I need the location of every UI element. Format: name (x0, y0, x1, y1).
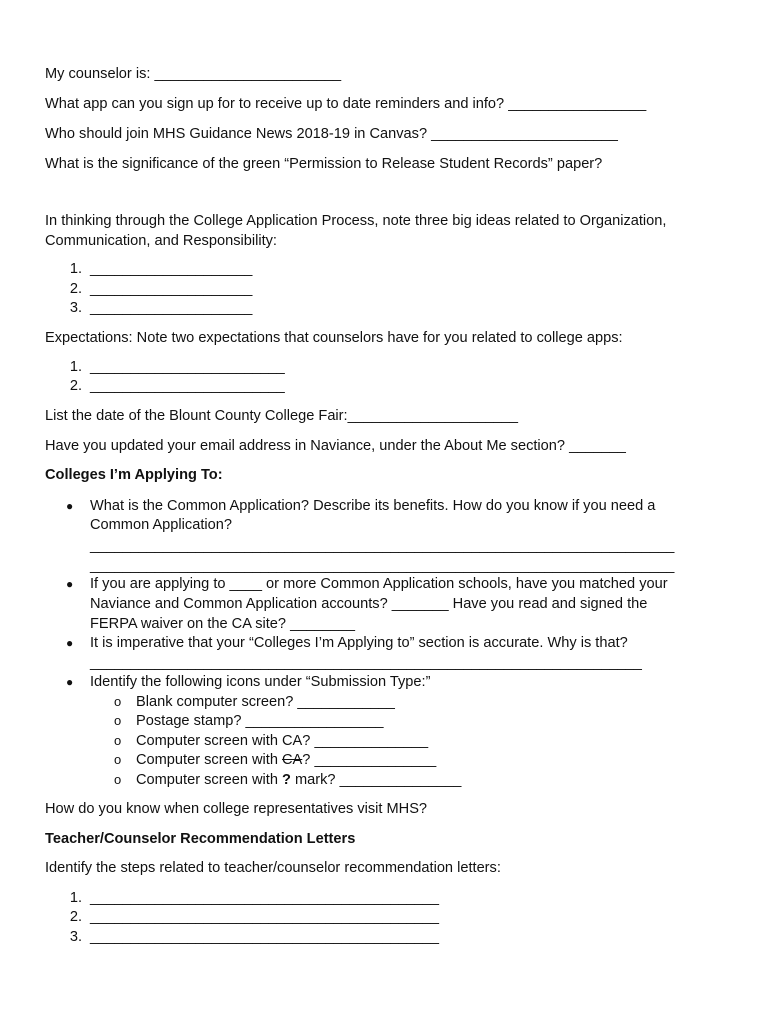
list-number: 2. (69, 281, 82, 297)
list-number: 3. (69, 929, 82, 945)
green-paper-question: What is the significance of the green “Permission to Release Student Records” paper? (45, 156, 603, 172)
answer-blank: ________________________ (90, 359, 285, 375)
list-number: 1. (69, 890, 82, 906)
question-mark-text: ? (282, 772, 291, 788)
app-question: What app can you sign up for to receive up to date reminders and info? _________________ (45, 96, 647, 112)
postage-stamp-item: Postage stamp? _________________ (136, 713, 384, 729)
thinking-prompt-line-2: Communication, and Responsibility: (45, 233, 277, 249)
thinking-prompt-line-1: In thinking through the College Application Process, note three big ideas related to Organization, (45, 213, 667, 229)
common-app-question-line-2: Common Application? (90, 517, 232, 533)
answer-blank: ___________________________________________ (90, 929, 440, 945)
screen-with-struck-ca-item (136, 750, 436, 770)
recommendation-steps-prompt: Identify the steps related to teacher/counselor recommendation letters: (45, 860, 501, 876)
item-prefix: Computer screen with (136, 772, 282, 788)
list-number: 3. (69, 300, 82, 316)
answer-blank: ____________________ (90, 300, 253, 316)
blank-screen-item: Blank computer screen? ____________ (136, 694, 395, 710)
answer-blank: ___________________________________________ (90, 909, 440, 925)
list-number: 2. (69, 378, 82, 394)
applying-question-line-3: FERPA waiver on the CA site? ________ (90, 616, 356, 632)
item-prefix: Computer screen with (136, 752, 282, 768)
college-rep-question: How do you know when college representatives visit MHS? (45, 801, 428, 817)
counselor-question: My counselor is: _______________________ (45, 66, 342, 82)
recommendation-heading: Teacher/Counselor Recommendation Letters (45, 831, 356, 847)
bullet-icon: ● (66, 499, 74, 513)
common-app-question-line-1: What is the Common Application? Describe its benefits. How do you know if you need a (90, 498, 656, 514)
bullet-icon: ● (66, 675, 74, 689)
answer-blank: ________________________________________________________________________ (90, 558, 675, 574)
icons-question: Identify the following icons under “Submission Type:” (90, 674, 431, 690)
expectations-prompt: Expectations: Note two expectations that counselors have for you related to college apps: (45, 330, 623, 346)
sub-bullet-icon: o (114, 713, 122, 728)
answer-blank: ____________________ (90, 261, 253, 277)
item-suffix: mark? _______________ (290, 772, 462, 788)
email-question: Have you updated your email address in Naviance, under the About Me section? _______ (45, 438, 626, 454)
applying-question-line-2: Naviance and Common Application accounts? _______ Have you read and signed the (90, 596, 648, 612)
screen-with-ca-item: Computer screen with CA? ______________ (136, 733, 429, 749)
sub-bullet-icon: o (114, 772, 122, 787)
list-number: 1. (69, 359, 82, 375)
imperative-question: It is imperative that your “Colleges I’m Applying to” section is accurate. Why is that? (90, 635, 628, 651)
sub-bullet-icon: o (114, 694, 122, 709)
struck-ca-text: CA (282, 752, 303, 768)
screen-with-question-mark-item (136, 770, 461, 790)
bullet-icon: ● (66, 636, 74, 650)
guidance-news-question: Who should join MHS Guidance News 2018-19 in Canvas? _______________________ (45, 126, 618, 142)
list-number: 2. (69, 909, 82, 925)
bullet-icon: ● (66, 577, 74, 591)
answer-blank: ____________________ (90, 281, 253, 297)
colleges-heading: Colleges I’m Applying To: (45, 467, 223, 483)
sub-bullet-icon: o (114, 752, 122, 767)
answer-blank: ________________________ (90, 378, 285, 394)
college-fair-question: List the date of the Blount County College Fair:_____________________ (45, 408, 519, 424)
sub-bullet-icon: o (114, 733, 122, 748)
item-suffix: ? _______________ (302, 752, 437, 768)
answer-blank: ___________________________________________ (90, 890, 440, 906)
list-number: 1. (69, 261, 82, 277)
answer-blank: ________________________________________________________________________ (90, 538, 675, 554)
answer-blank: ____________________________________________________________________ (90, 655, 642, 671)
applying-question-line-1: If you are applying to ____ or more Common Application schools, have you matched your (90, 576, 668, 592)
